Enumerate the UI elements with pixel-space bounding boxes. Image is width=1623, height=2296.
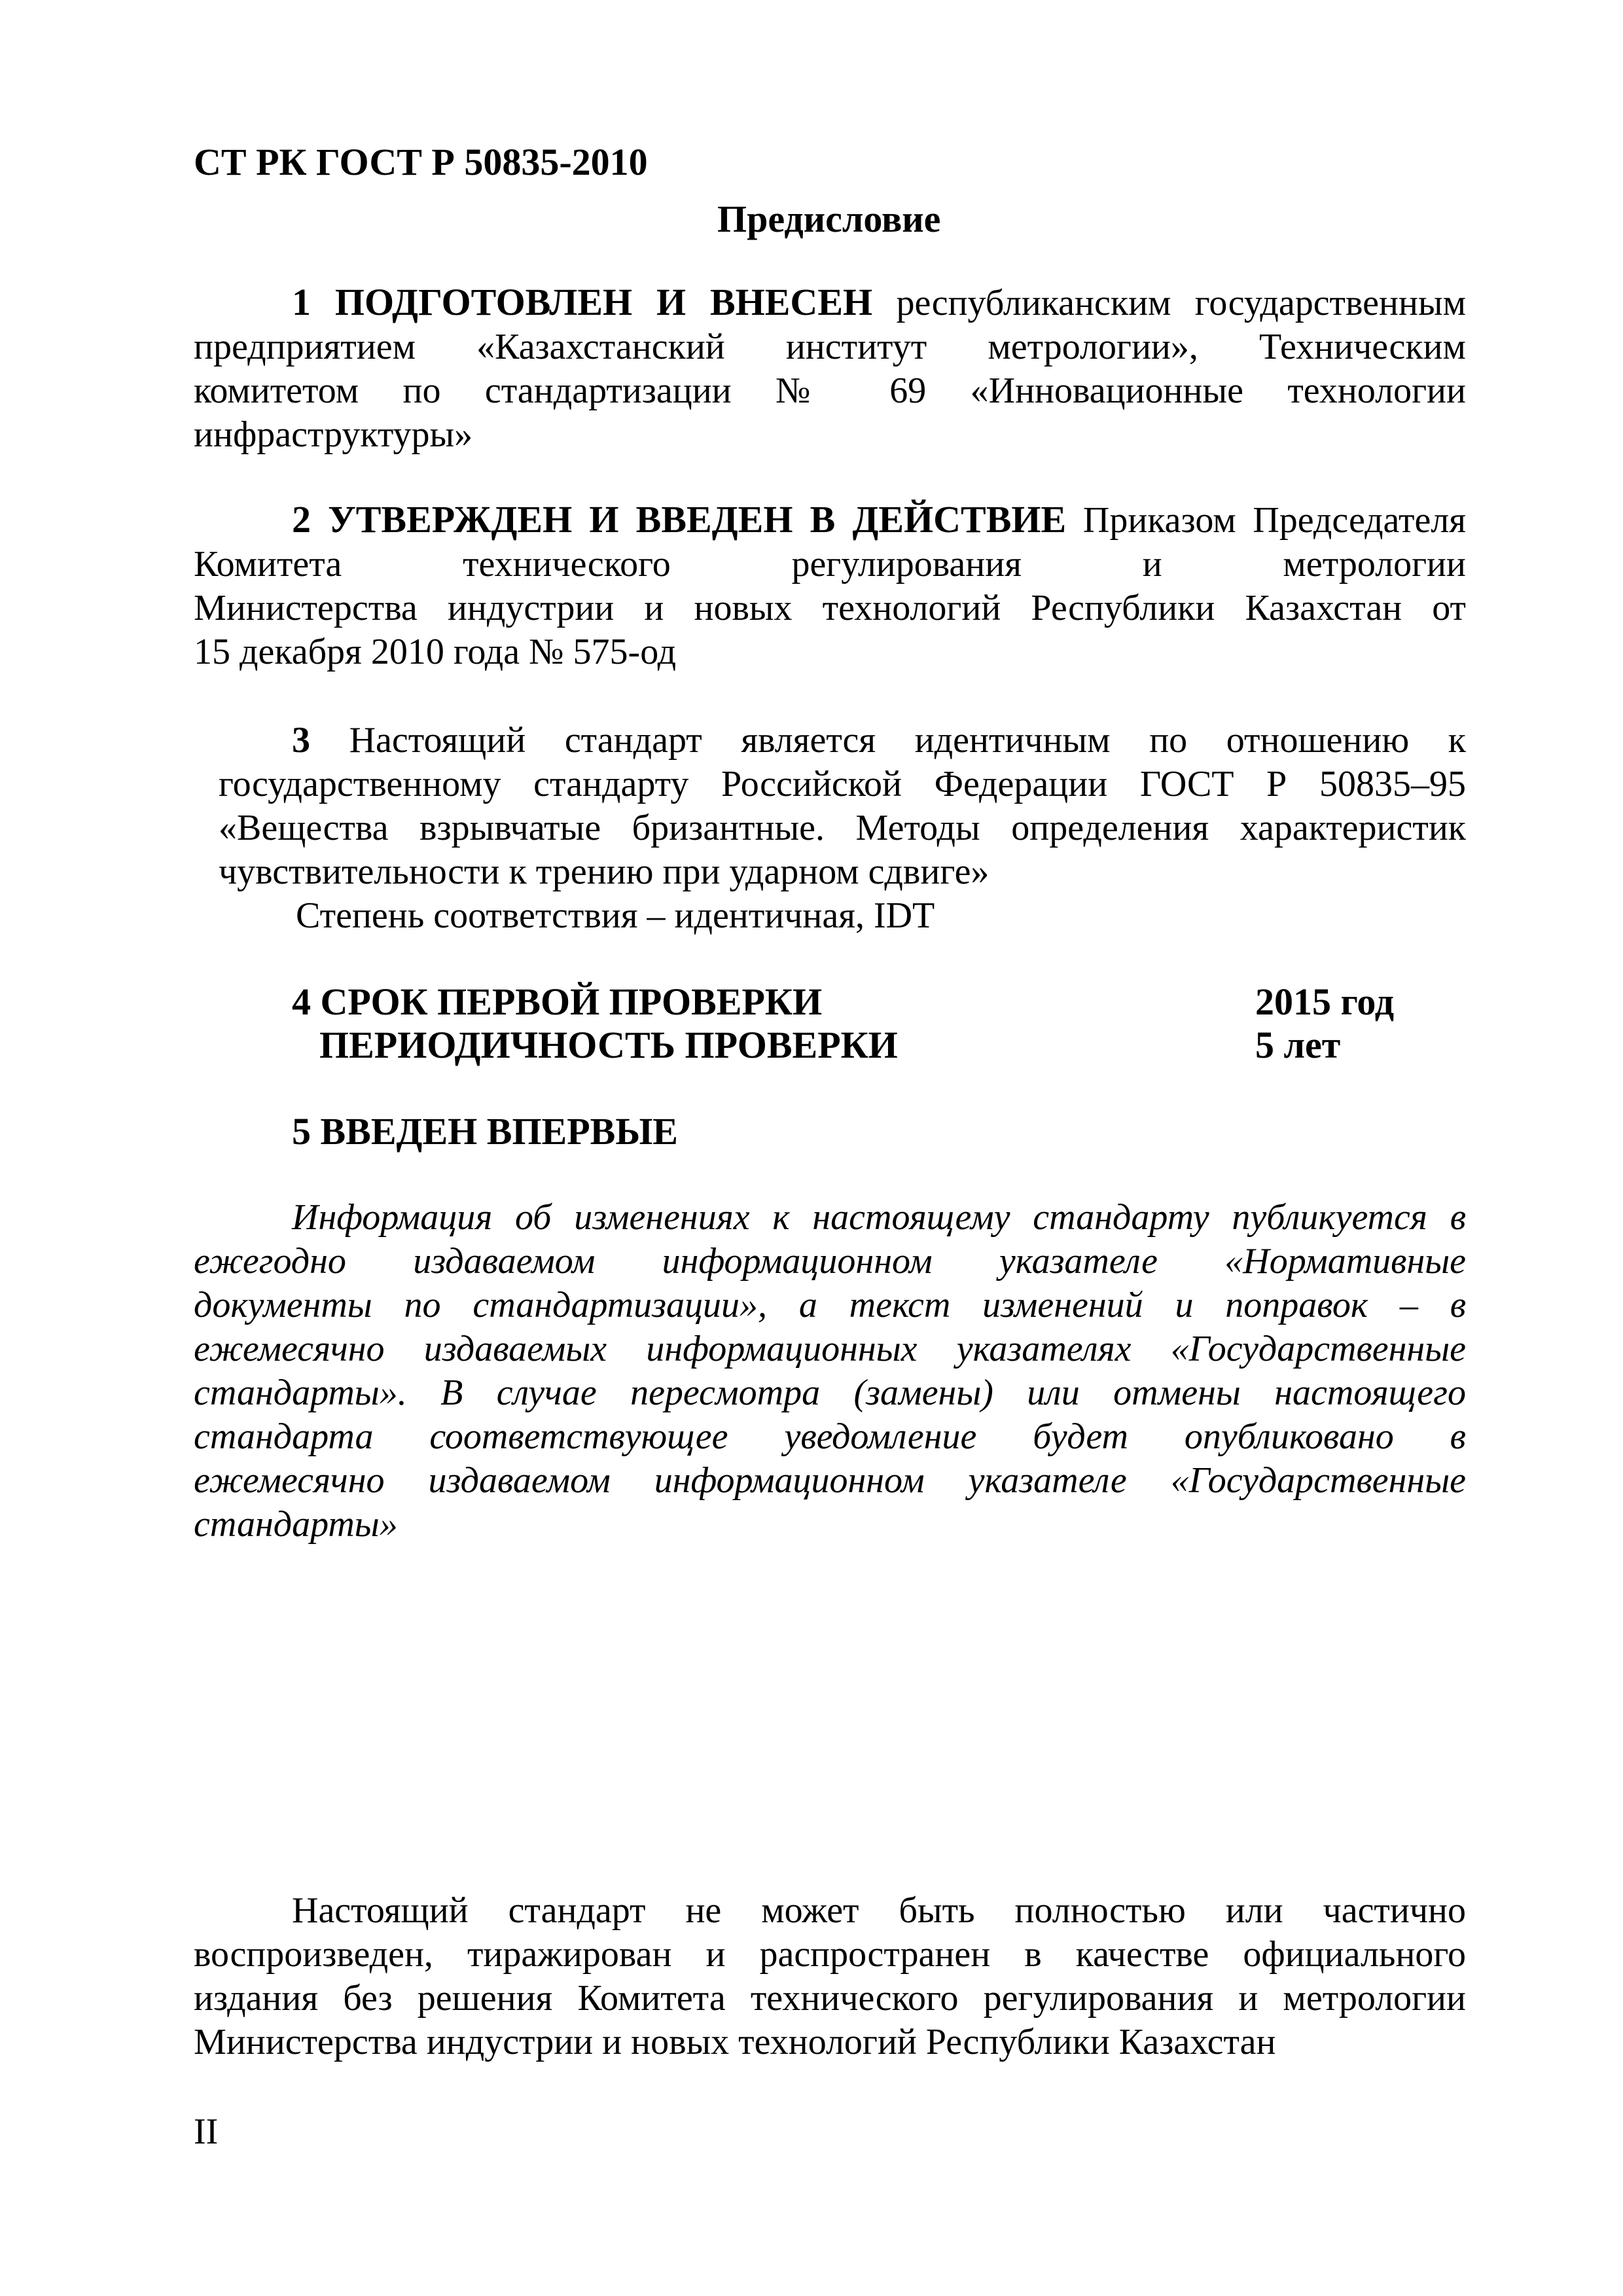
periodicity-label: ПЕРИОДИЧНОСТЬ ПРОВЕРКИ [319,1024,898,1066]
footer-line-4: Министерства индустрии и новых технологий Республики Казахстан [194,2022,1276,2062]
section-3-line-2: государственному стандарту Российской Федерации ГОСТ Р 50835–95 [219,764,1466,804]
section-2-approved [194,497,1466,674]
footer-line-1 [194,1889,1466,1933]
info-line-2: ежегодно издаваемом информационном указателе «Нормативные [194,1241,1466,1282]
page-number: II [194,2111,219,2152]
section-3-line-1 [219,719,1466,762]
info-line-5: стандарты». В случае пересмотра (замены) или отмены настоящего [194,1372,1466,1413]
info-line-1 [194,1196,1466,1240]
first-check-value: 2015 год [1255,980,1395,1023]
section-3-line-4: чувствительности к трению при ударном сдвиге» [219,852,990,892]
preface-title: Предисловие [717,198,941,240]
info-line-8: стандарты» [194,1504,398,1545]
section-2-line-1-rest: Приказом Председателя [1082,500,1466,541]
first-check-label: 4 СРОК ПЕРВОЙ ПРОВЕРКИ [292,980,823,1023]
section-1-prepared-by [194,280,1466,457]
info-line-7: ежемесячно издаваемом информационном указателе «Государственные [194,1460,1466,1501]
section-3-identical [219,719,1466,894]
footer-line-3: издания без решения Комитета технического регулирования и метрологии [194,1978,1466,2018]
info-line-4: ежемесячно издаваемых информационных указателях «Государственные [194,1329,1466,1369]
info-line-3: документы по стандартизации», а текст изменений и поправок – в [194,1285,1466,1325]
info-line-6: стандарта соответствующее уведомление будет опубликовано в [194,1416,1466,1457]
section-1-line-4: инфраструктуры» [194,414,473,455]
footer-line-1-text: Настоящий стандарт не может быть полностью или частично [292,1890,1466,1931]
section-2-line-4: 15 декабря 2010 года № 575-од [194,632,677,672]
section-1-line-3: комитетом по стандартизации № 69 «Инновационные технологии [194,370,1466,411]
section-2-lead: 2 УТВЕРЖДЕН И ВВЕДЕН В ДЕЙСТВИЕ [292,498,1067,541]
section-2-line-2: Комитета технического регулирования и метрологии [194,544,1466,584]
section-3-number: 3 [292,720,310,761]
section-1-lead: 1 ПОДГОТОВЛЕН И ВНЕСЕН [292,281,873,323]
section-1-line-1 [194,280,1466,325]
section-2-line-1 [194,497,1466,543]
section-3-line-3: «Вещества взрывчатые бризантные. Методы определения характеристик [219,808,1466,848]
periodicity-value: 5 лет [1255,1024,1341,1066]
section-5-first-introduced: 5 ВВЕДЕН ВПЕРВЫЕ [292,1110,678,1153]
section-1-line-2: предприятием «Казахстанский институт метрологии», Техническим [194,327,1466,367]
section-2-line-3: Министерства индустрии и новых технологий Республики Казахстан от [194,588,1466,628]
changes-information [194,1196,1466,1547]
section-3-line-1-rest: Настоящий стандарт является идентичным по отношению к [349,720,1466,761]
section-3-degree: Степень соответствия – идентичная, IDT [296,895,935,936]
section-1-line-1-rest: республиканским государственным [896,283,1467,323]
document-code: СТ РК ГОСТ Р 50835-2010 [194,141,648,183]
info-line-1-text: Информация об изменениях к настоящему стандарту публикуется в [292,1197,1466,1238]
reproduction-notice [194,1889,1466,2064]
footer-line-2: воспроизведен, тиражирован и распространен в качестве официального [194,1934,1466,1975]
